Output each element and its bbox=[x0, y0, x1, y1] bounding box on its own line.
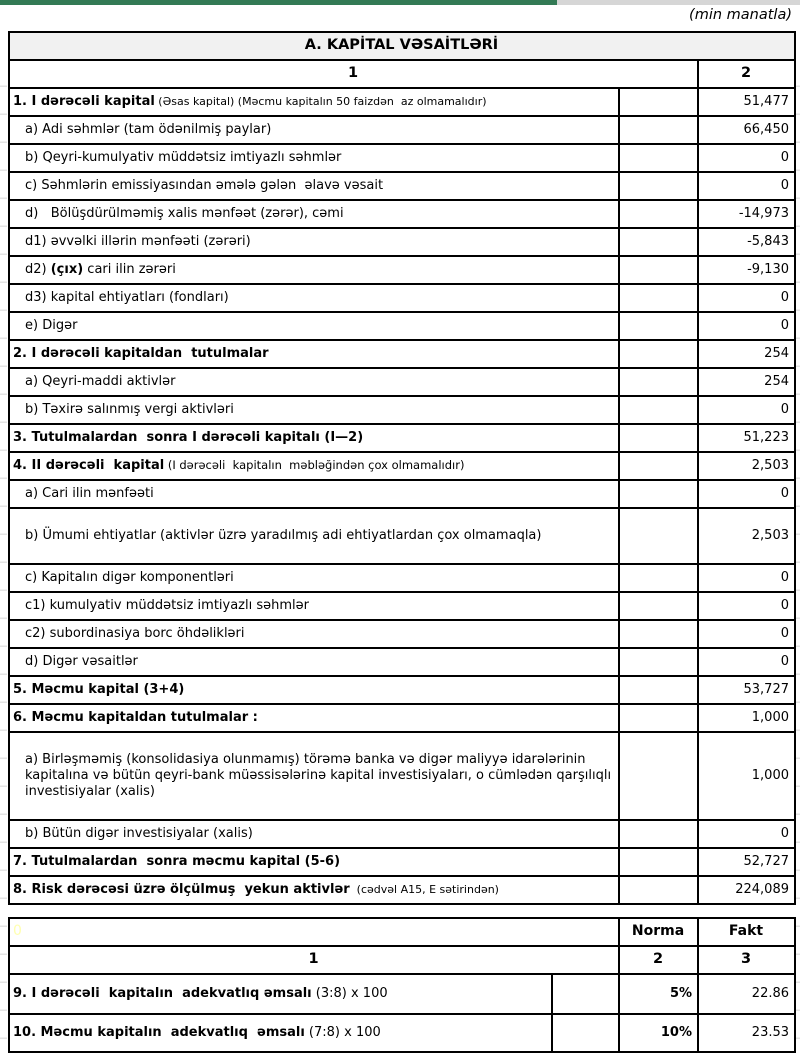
row-label-cell[interactable] bbox=[9, 88, 619, 116]
table-row bbox=[9, 172, 795, 200]
row-label-cell[interactable] bbox=[9, 256, 619, 284]
table-row bbox=[9, 88, 795, 116]
table-row bbox=[9, 312, 795, 340]
table-row bbox=[9, 228, 795, 256]
table-row bbox=[9, 648, 795, 676]
row-label-text: c1) kumulyativ müddətsiz imtiyazlı səhmlər bbox=[25, 598, 309, 614]
row-label-text: b) Qeyri-kumulyativ müddətsiz imtiyazlı səhmlər bbox=[25, 150, 342, 166]
row-label-text: cari ilin zərəri bbox=[83, 262, 176, 278]
table-row bbox=[9, 368, 795, 396]
row-label-bold: 7. Tutulmalardan sonra məcmu kapital (5-6) bbox=[13, 854, 341, 870]
table-row bbox=[9, 200, 795, 228]
spacer-cell[interactable] bbox=[619, 312, 698, 340]
row-label-bold: 6. Məcmu kapitaldan tutulmalar : bbox=[13, 710, 258, 726]
fakt-value-cell[interactable]: 23.53 bbox=[698, 1014, 795, 1052]
row-label-text: d2) bbox=[25, 262, 51, 278]
spacer-cell[interactable] bbox=[619, 480, 698, 508]
spacer-cell[interactable] bbox=[552, 1014, 619, 1052]
spacer-cell[interactable] bbox=[619, 564, 698, 592]
capital-table bbox=[8, 31, 796, 905]
col-number-3-cell[interactable]: 3 bbox=[698, 946, 795, 974]
norma-value-cell[interactable]: 5% bbox=[619, 974, 698, 1014]
value-cell[interactable]: 0 bbox=[698, 564, 795, 592]
table-row bbox=[9, 848, 795, 876]
table-row bbox=[9, 592, 795, 620]
row-label-text: d1) əvvəlki illərin mənfəəti (zərəri) bbox=[25, 234, 251, 250]
window-edge-green-segment bbox=[0, 0, 557, 5]
spacer-cell[interactable] bbox=[619, 820, 698, 848]
row-label-cell[interactable] bbox=[9, 592, 619, 620]
spacer-cell[interactable] bbox=[619, 200, 698, 228]
value-cell[interactable]: 254 bbox=[698, 368, 795, 396]
table-row bbox=[9, 256, 795, 284]
table-row bbox=[9, 284, 795, 312]
table-row bbox=[9, 452, 795, 480]
row-label-bold: 1. I dərəcəli kapital bbox=[13, 94, 155, 110]
spacer-cell[interactable] bbox=[619, 340, 698, 368]
row-label-cell[interactable] bbox=[9, 312, 619, 340]
value-cell[interactable]: 0 bbox=[698, 820, 795, 848]
spacer-cell[interactable] bbox=[619, 676, 698, 704]
row-label-cell[interactable] bbox=[9, 396, 619, 424]
value-cell[interactable]: 0 bbox=[698, 648, 795, 676]
table-row bbox=[9, 704, 795, 732]
spacer-cell[interactable] bbox=[619, 88, 698, 116]
row-label-text: a) Birləşməmiş (konsolidasiya olunmamış) törəmə banka və digər maliyyə idarələrinin kapitalına və bütün qeyri-bank müəssisələrinə kapital investisiyaları, o cümlədən qarşılıqlı investisiyalar (xalis) bbox=[25, 752, 616, 799]
table-row bbox=[9, 974, 795, 1014]
row-label-cell[interactable] bbox=[9, 116, 619, 144]
value-cell[interactable]: -14,973 bbox=[698, 200, 795, 228]
row-label-note: (cədvəl A15, E sətirindən) bbox=[349, 883, 499, 897]
value-cell[interactable]: 2,503 bbox=[698, 452, 795, 480]
value-cell[interactable]: 0 bbox=[698, 284, 795, 312]
row-label-text: d) Digər vəsaitlər bbox=[25, 654, 138, 670]
table-row bbox=[9, 564, 795, 592]
spacer-cell[interactable] bbox=[619, 592, 698, 620]
table-row bbox=[9, 620, 795, 648]
row-label-text: d3) kapital ehtiyatları (fondları) bbox=[25, 290, 229, 306]
row-label-text: c) Kapitalın digər komponentləri bbox=[25, 570, 234, 586]
row-label-text: b) Ümumi ehtiyatlar (aktivlər üzrə yaradılmış adi ehtiyatlardan çox olmamaqla) bbox=[25, 528, 542, 544]
spacer-cell[interactable] bbox=[619, 368, 698, 396]
window-edge-gray-segment bbox=[557, 0, 800, 5]
table-title-cell[interactable]: A. KAPİTAL VƏSAİTLƏRİ bbox=[9, 32, 795, 60]
norma-header-cell[interactable]: Norma bbox=[619, 918, 698, 946]
value-cell[interactable]: 224,089 bbox=[698, 876, 795, 904]
unit-note: (min manatla) bbox=[689, 7, 792, 23]
fakt-header-cell[interactable]: Fakt bbox=[698, 918, 795, 946]
row-label-bold: 9. I dərəcəli kapitalın adekvatlıq əmsalı bbox=[13, 986, 312, 1002]
spacer-cell[interactable] bbox=[619, 876, 698, 904]
spacer-cell[interactable] bbox=[619, 284, 698, 312]
table-row bbox=[9, 732, 795, 820]
row-label-cell[interactable] bbox=[9, 676, 619, 704]
spacer-cell[interactable] bbox=[619, 648, 698, 676]
row-label-bold: 10. Məcmu kapitalın adekvatlıq əmsalı bbox=[13, 1025, 305, 1041]
value-cell[interactable]: 254 bbox=[698, 340, 795, 368]
row-label-cell[interactable] bbox=[9, 732, 619, 820]
adequacy-ratio-table bbox=[8, 917, 796, 1053]
spacer-cell[interactable] bbox=[619, 424, 698, 452]
table-row bbox=[9, 1014, 795, 1052]
norma-value-cell[interactable]: 10% bbox=[619, 1014, 698, 1052]
value-cell[interactable]: 66,450 bbox=[698, 116, 795, 144]
col-header-2-cell[interactable]: 2 bbox=[698, 60, 795, 88]
row-label-cell[interactable] bbox=[9, 424, 619, 452]
col-number-2-cell[interactable]: 2 bbox=[619, 946, 698, 974]
value-cell[interactable]: 51,477 bbox=[698, 88, 795, 116]
value-cell[interactable]: -9,130 bbox=[698, 256, 795, 284]
spacer-cell[interactable] bbox=[619, 452, 698, 480]
row-label-cell[interactable] bbox=[9, 228, 619, 256]
row-label-text: b) Bütün digər investisiyalar (xalis) bbox=[25, 826, 253, 842]
spacer-cell[interactable] bbox=[619, 732, 698, 820]
table-row bbox=[9, 144, 795, 172]
row-label-cell[interactable] bbox=[9, 144, 619, 172]
table-row bbox=[9, 676, 795, 704]
row-label-bold: 3. Tutulmalardan sonra I dərəcəli kapitalı (I—2) bbox=[13, 430, 364, 446]
row-label-cell[interactable] bbox=[9, 480, 619, 508]
row-label-cell[interactable] bbox=[9, 848, 619, 876]
spacer-cell[interactable] bbox=[619, 848, 698, 876]
row-label-bold: (çıx) bbox=[50, 262, 84, 278]
table-row bbox=[9, 820, 795, 848]
row-label-text: d) Bölüşdürülməmiş xalis mənfəət (zərər), cəmi bbox=[25, 206, 344, 222]
row-label-bold: 2. I dərəcəli kapitaldan tutulmalar bbox=[13, 346, 269, 362]
table-row bbox=[9, 508, 795, 564]
value-cell[interactable]: 0 bbox=[698, 620, 795, 648]
value-cell[interactable]: 0 bbox=[698, 396, 795, 424]
value-cell[interactable]: 0 bbox=[698, 480, 795, 508]
row-label-bold: 4. II dərəcəli kapital bbox=[13, 458, 165, 474]
table-title-row bbox=[9, 32, 795, 60]
row-label-cell[interactable] bbox=[9, 876, 619, 904]
spacer-cell[interactable] bbox=[619, 172, 698, 200]
row-label-note: (I dərəcəli kapitalın məbləğindən çox olmamalıdır) bbox=[164, 458, 465, 473]
row-label-cell[interactable] bbox=[9, 1014, 552, 1052]
row-label-cell[interactable] bbox=[9, 820, 619, 848]
row-label-cell[interactable] bbox=[9, 508, 619, 564]
row-label-cell[interactable] bbox=[9, 340, 619, 368]
spacer-cell[interactable] bbox=[619, 116, 698, 144]
column-number-row bbox=[9, 60, 795, 88]
row-label-cell[interactable] bbox=[9, 974, 552, 1014]
column-number-row bbox=[9, 946, 795, 974]
row-label-text: c) Səhmlərin emissiyasından əmələ gələn əlavə vəsait bbox=[25, 178, 384, 194]
row-label-text: a) Adi səhmlər (tam ödənilmiş paylar) bbox=[25, 122, 272, 138]
row-label-cell[interactable] bbox=[9, 452, 619, 480]
col-number-1-cell[interactable]: 1 bbox=[9, 946, 619, 974]
spacer-cell[interactable] bbox=[619, 228, 698, 256]
row-label-text: e) Digər bbox=[25, 318, 78, 334]
row-label-cell[interactable] bbox=[9, 620, 619, 648]
table-row bbox=[9, 480, 795, 508]
row-label-bold: 8. Risk dərəcəsi üzrə ölçülmuş yekun aktivlər bbox=[13, 882, 350, 898]
window-edge-bar bbox=[0, 0, 800, 5]
spacer-cell[interactable] bbox=[619, 144, 698, 172]
value-cell[interactable]: 1,000 bbox=[698, 704, 795, 732]
spacer-cell[interactable] bbox=[619, 620, 698, 648]
row-label-text: b) Təxirə salınmış vergi aktivləri bbox=[25, 402, 234, 418]
value-cell[interactable]: 0 bbox=[698, 172, 795, 200]
row-label-note: (Əsas kapital) (Məcmu kapitalın 50 faizdən az olmamalıdır) bbox=[154, 95, 487, 109]
row-label-cell[interactable] bbox=[9, 648, 619, 676]
table-row bbox=[9, 396, 795, 424]
table-row bbox=[9, 340, 795, 368]
row-label-cell[interactable] bbox=[9, 284, 619, 312]
row-label-cell[interactable] bbox=[9, 564, 619, 592]
col-header-1-cell[interactable]: 1 bbox=[9, 60, 698, 88]
row-label-cell[interactable] bbox=[9, 368, 619, 396]
ghost-zero-cell[interactable]: 0 bbox=[9, 918, 619, 946]
value-cell[interactable]: -5,843 bbox=[698, 228, 795, 256]
fakt-value-cell[interactable]: 22.86 bbox=[698, 974, 795, 1014]
row-label-text: (3:8) x 100 bbox=[311, 986, 388, 1002]
value-cell[interactable]: 53,727 bbox=[698, 676, 795, 704]
value-cell[interactable]: 51,223 bbox=[698, 424, 795, 452]
table-row bbox=[9, 116, 795, 144]
spacer-cell[interactable] bbox=[619, 704, 698, 732]
spacer-cell[interactable] bbox=[619, 256, 698, 284]
row-label-text: a) Qeyri-maddi aktivlər bbox=[25, 374, 176, 390]
value-cell[interactable]: 0 bbox=[698, 144, 795, 172]
row-label-cell[interactable] bbox=[9, 172, 619, 200]
row-label-text: c2) subordinasiya borc öhdəlikləri bbox=[25, 626, 245, 642]
table-row bbox=[9, 876, 795, 904]
left-margin-gridlines bbox=[0, 59, 7, 1051]
spacer-cell[interactable] bbox=[619, 508, 698, 564]
norma-fakt-header-row bbox=[9, 918, 795, 946]
spacer-cell[interactable] bbox=[552, 974, 619, 1014]
value-cell[interactable]: 0 bbox=[698, 312, 795, 340]
row-label-text: (7:8) x 100 bbox=[304, 1025, 381, 1041]
spacer-cell[interactable] bbox=[619, 396, 698, 424]
row-label-cell[interactable] bbox=[9, 704, 619, 732]
table-row bbox=[9, 424, 795, 452]
row-label-text: a) Cari ilin mənfəəti bbox=[25, 486, 154, 502]
row-label-bold: 5. Məcmu kapital (3+4) bbox=[13, 682, 185, 698]
value-cell[interactable]: 52,727 bbox=[698, 848, 795, 876]
value-cell[interactable]: 1,000 bbox=[698, 732, 795, 820]
row-label-cell[interactable] bbox=[9, 200, 619, 228]
value-cell[interactable]: 2,503 bbox=[698, 508, 795, 564]
value-cell[interactable]: 0 bbox=[698, 592, 795, 620]
